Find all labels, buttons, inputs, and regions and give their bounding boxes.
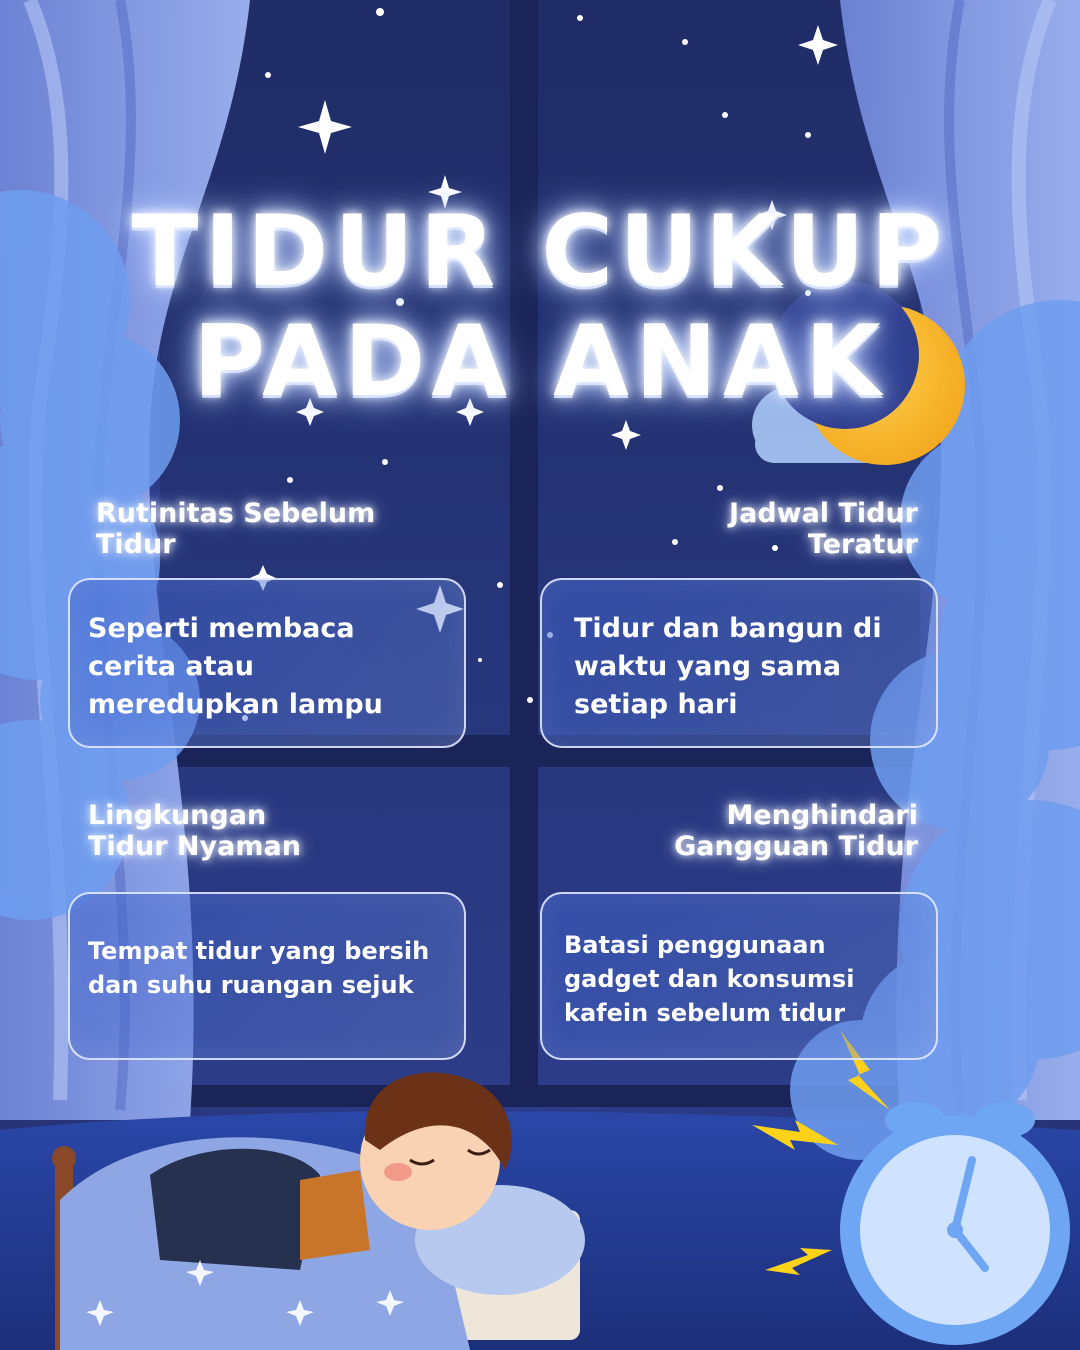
heading-line: Tidur Nyaman [88,831,301,862]
heading-comfortable-environment [88,800,301,862]
heading-regular-schedule [729,498,918,560]
poster-title-line-2: PADA ANAK [193,305,887,419]
heading-line: Jadwal Tidur [729,498,918,529]
heading-line: Menghindari [726,800,918,831]
heading-line: Gangguan Tidur [674,831,918,862]
card-text: Batasi penggunaan gadget dan konsumsi kafein sebelum tidur [564,931,855,1027]
card-text: Seperti membaca cerita atau meredupkan lampu [88,613,383,720]
card-regular-schedule [540,578,938,748]
heading-line: Tidur [96,529,176,560]
heading-line: Lingkungan [88,800,267,831]
heading-avoid-disturbances [674,800,918,862]
heading-line: Rutinitas Sebelum [96,498,376,529]
card-text: Tidur dan bangun di waktu yang sama setiap hari [574,613,882,720]
heading-bedtime-routine [96,498,375,560]
poster-title-line-1: TIDUR CUKUP [131,195,949,309]
heading-line: Teratur [807,529,918,560]
card-text: Tempat tidur yang bersih dan suhu ruangan sejuk [88,937,430,999]
card-avoid-disturbances [540,892,938,1060]
card-bedtime-routine [68,578,466,748]
card-comfortable-environment [68,892,466,1060]
